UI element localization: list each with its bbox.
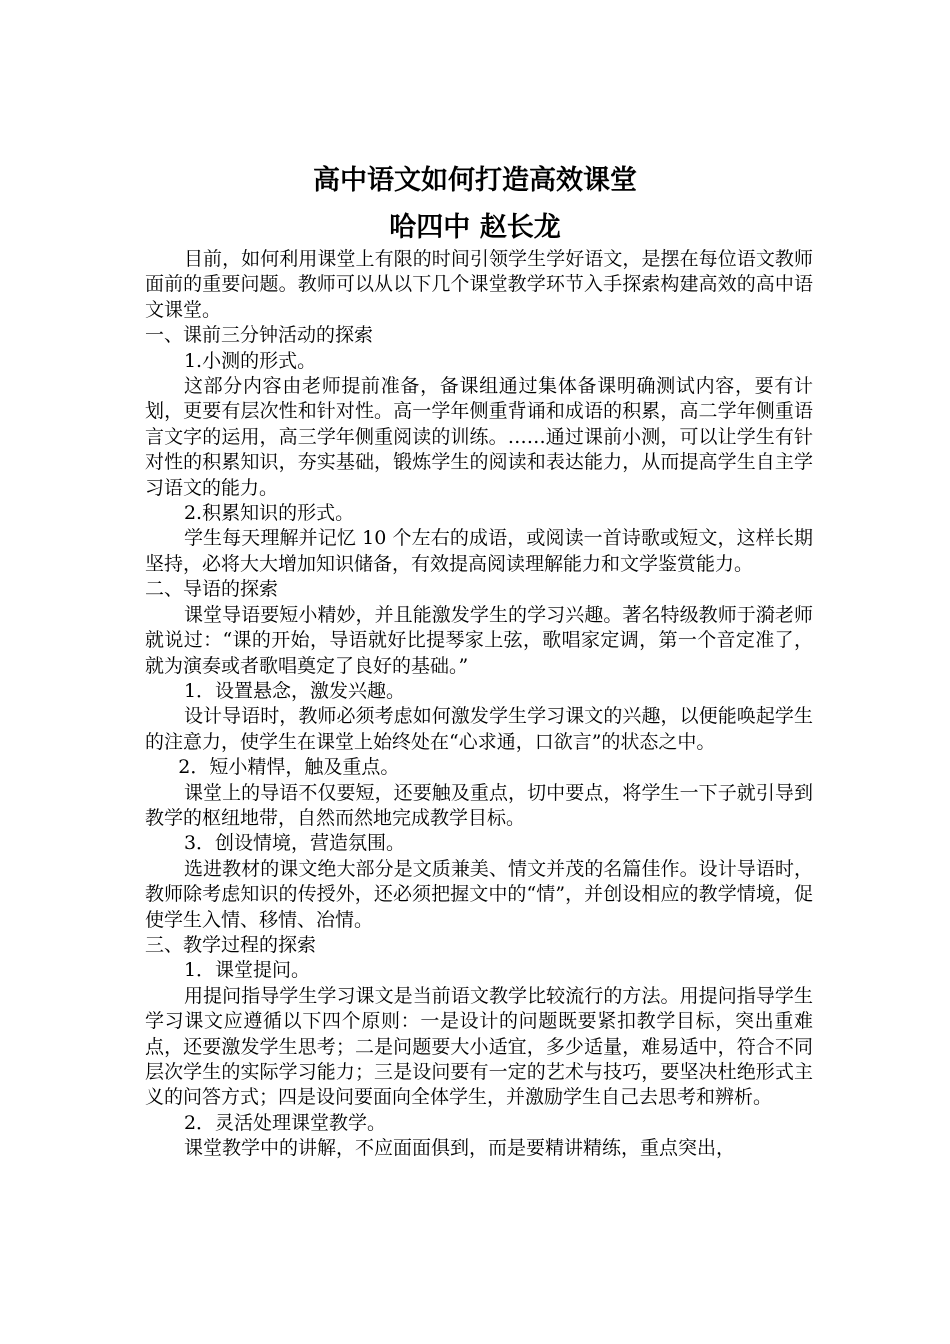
document-body <box>145 247 813 1162</box>
subheading-1-1: 1.小测的形式。 <box>183 349 317 372</box>
paragraph-1-2: 学生每天理解并记忆 10 个左右的成语，或阅读一首诗歌或短文，这样长期坚持，必将大大增加知识储备，有效提高阅读理解能力和文学鉴赏能力。 <box>145 527 813 575</box>
document-author: 哈四中 赵长龙 <box>389 212 561 243</box>
document-title: 高中语文如何打造高效课堂 <box>313 165 637 196</box>
subheading-1-2: 2.积累知识的形式。 <box>183 502 355 525</box>
subheading-3-2: 2．灵活处理课堂教学。 <box>183 1111 387 1134</box>
subheading-2-1: 1．设置悬念，激发兴趣。 <box>183 679 406 702</box>
subheading-3-1: 1．课堂提问。 <box>183 959 311 982</box>
paragraph-2-intro: 课堂导语要短小精妙，并且能激发学生的学习兴趣。著名特级教师于漪老师就说过：“课的开始，导语就好比提琴家上弦，歌唱家定调，第一个音定准了，就为演奏或者歌唱奠定了良好的基础。” <box>145 603 813 677</box>
paragraph-2-3: 选进教材的课文绝大部分是文质兼美、情文并茂的名篇佳作。设计导语时，教师除考虑知识的传授外，还必须把握文中的“情”，并创设相应的教学情境，促使学生入情、移情、冶情。 <box>145 857 813 931</box>
paragraph-2-1: 设计导语时，教师必须考虑如何激发学生学习课文的兴趣，以便能唤起学生的注意力，使学生在课堂上始终处在“心求通，口欲言”的状态之中。 <box>145 705 813 753</box>
paragraph-3-1: 用提问指导学生学习课文是当前语文教学比较流行的方法。用提问指导学生学习课文应遵循以下四个原则：一是设计的问题既要紧扣教学目标，突出重难点，还要激发学生思考；二是问题要大小适宜，多少适量，难易适中，符合不同层次学生的实际学习能力；三是设问要有一定的艺术与技巧，要坚决杜绝形式主义的问答方式；四是设问要面向全体学生，并激励学生自己去思考和辨析。 <box>145 984 813 1109</box>
section-heading-2: 二、导语的探索 <box>145 578 279 601</box>
paragraph-intro: 目前，如何利用课堂上有限的时间引领学生学好语文，是摆在每位语文教师面前的重要问题。教师可以从以下几个课堂教学环节入手探索构建高效的高中语文课堂。 <box>145 248 813 321</box>
paragraph-3-2: 课堂教学中的讲解，不应面面俱到，而是要精讲精练，重点突出， <box>183 1137 735 1160</box>
section-heading-1: 一、课前三分钟活动的探索 <box>145 324 374 347</box>
subheading-2-3: 3．创设情境，营造氛围。 <box>183 832 406 855</box>
paragraph-2-2: 课堂上的导语不仅要短，还要触及重点，切中要点，将学生一下子就引导到教学的枢纽地带，自然而然地完成教学目标。 <box>145 781 813 829</box>
section-heading-3: 三、教学过程的探索 <box>145 933 317 956</box>
paragraph-1-1: 这部分内容由老师提前准备，备课组通过集体备课明确测试内容，要有计划，更要有层次性和针对性。高一学年侧重背诵和成语的积累，高二学年侧重语言文字的运用，高三学年侧重阅读的训练。……通过课前小测，可以让学生有针对性的积累知识，夯实基础，锻炼学生的阅读和表达能力，从而提高学生自主学习语文的能力。 <box>145 375 813 499</box>
subheading-2-2: 2．短小精悍，触及重点。 <box>178 756 400 779</box>
